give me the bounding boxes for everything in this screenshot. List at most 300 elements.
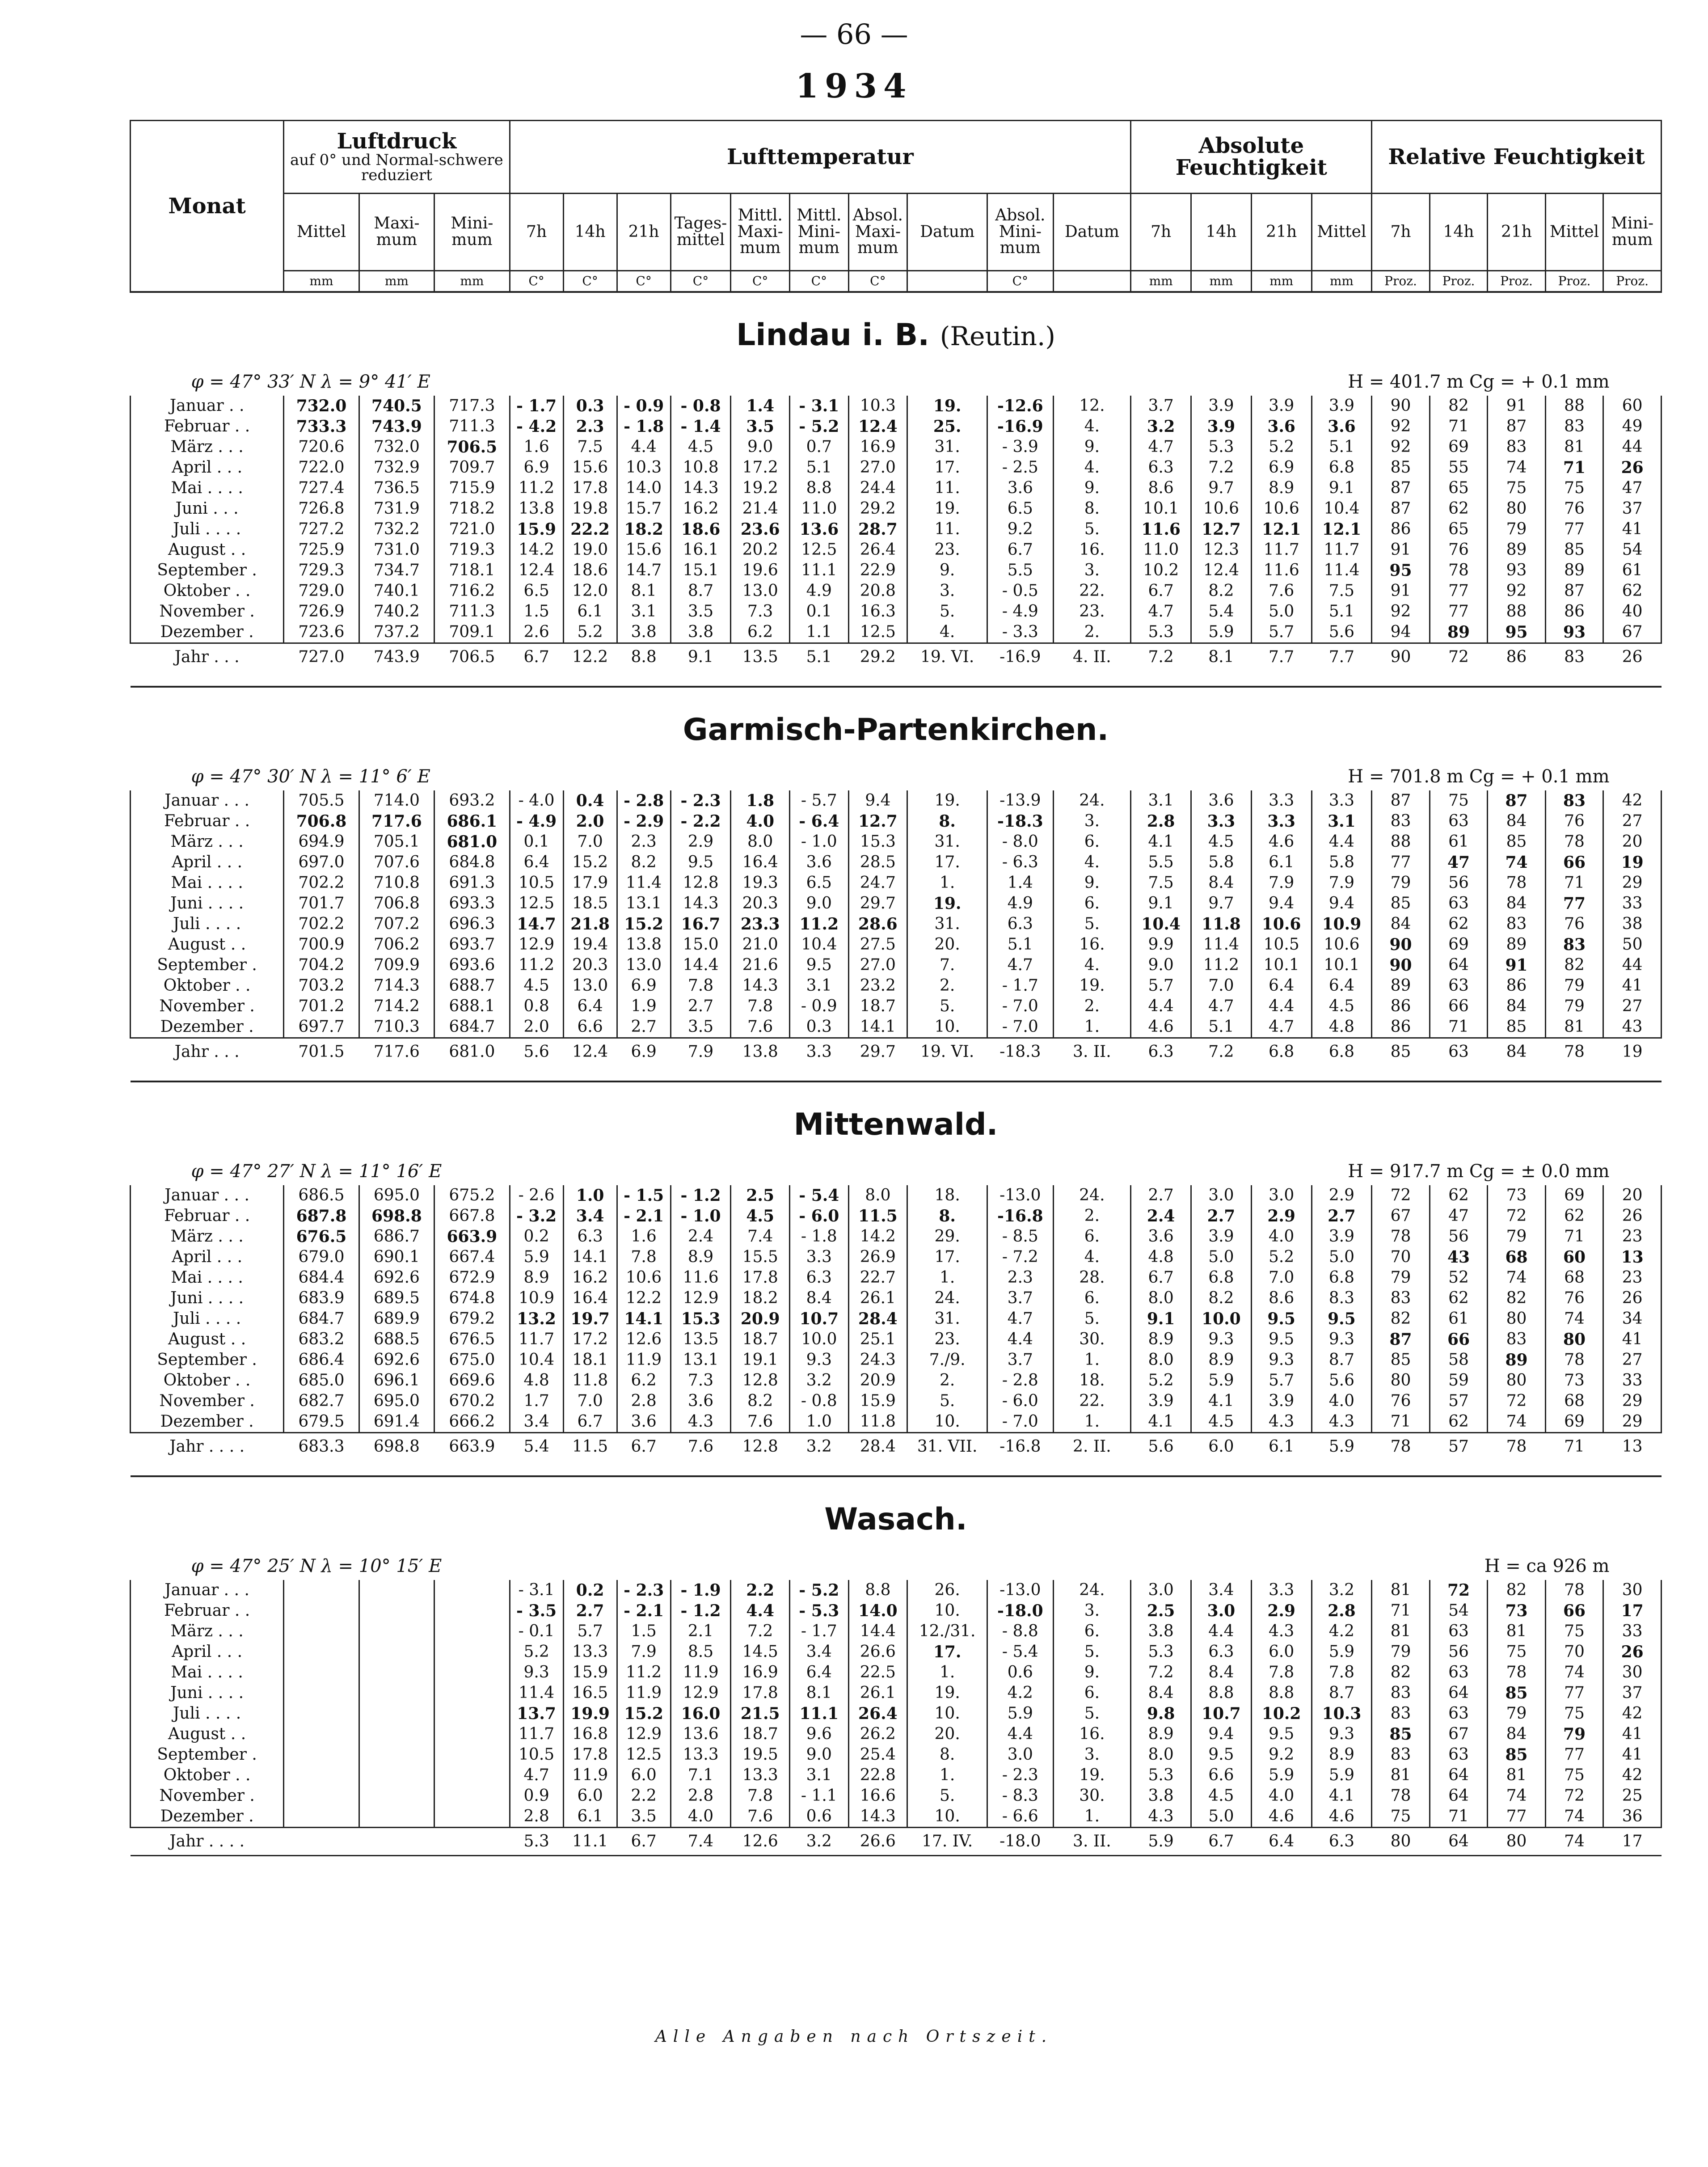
table-cell: 7.7 xyxy=(1251,643,1312,671)
table-cell: 693.7 xyxy=(434,934,510,955)
table-cell: - 0.8 xyxy=(789,1391,848,1411)
table-cell: 9. xyxy=(907,560,987,581)
table-cell: 56 xyxy=(1430,873,1487,893)
month-label: November . xyxy=(131,1786,284,1806)
table-cell: 21.8 xyxy=(563,914,617,934)
table-cell: 0.2 xyxy=(563,1580,617,1601)
table-cell: 50 xyxy=(1603,934,1662,955)
table-cell: 686.7 xyxy=(359,1226,434,1247)
station-name xyxy=(133,712,1659,748)
table-cell: 4. xyxy=(1053,852,1131,873)
table-cell: 719.3 xyxy=(434,540,510,560)
table-cell: 1. xyxy=(907,1662,987,1683)
month-label: Dezember . xyxy=(131,1017,284,1038)
table-cell: 5.3 xyxy=(1131,1765,1191,1786)
table-cell: 11.7 xyxy=(1251,540,1312,560)
table-cell: 11.4 xyxy=(617,873,671,893)
table-cell: 27 xyxy=(1603,996,1662,1017)
table-row xyxy=(131,790,1662,811)
table-cell: - 3.3 xyxy=(987,622,1053,643)
table-cell: 87 xyxy=(1545,581,1603,601)
table-cell: 22. xyxy=(1053,581,1131,601)
table-cell: 714.2 xyxy=(359,996,434,1017)
table-cell: 80 xyxy=(1545,1329,1603,1350)
table-cell: 29.7 xyxy=(848,1038,907,1066)
table-cell: 3.6 xyxy=(617,1411,671,1433)
table-cell: 743.9 xyxy=(359,416,434,437)
table-row xyxy=(131,1288,1662,1309)
table-cell: 10.0 xyxy=(1191,1309,1252,1329)
table-cell: - 0.9 xyxy=(789,996,848,1017)
table-cell: 3.6 xyxy=(789,852,848,873)
table-cell: 5. xyxy=(907,996,987,1017)
month-label: Juni . . . . xyxy=(131,1288,284,1309)
table-cell: 19. xyxy=(907,396,987,416)
table-cell: 27.5 xyxy=(848,934,907,955)
table-row xyxy=(131,540,1662,560)
table-cell: 4.8 xyxy=(1131,1247,1191,1267)
table-cell: 17. xyxy=(907,852,987,873)
table-cell: 13.5 xyxy=(731,643,790,671)
table-cell: 4.5 xyxy=(671,437,731,457)
header-abs-feucht xyxy=(1131,121,1372,194)
table-cell: 5.0 xyxy=(1312,1247,1372,1267)
table-cell: 17 xyxy=(1603,1828,1662,1856)
table-cell: 674.8 xyxy=(434,1288,510,1309)
table-cell: 83 xyxy=(1372,811,1430,832)
table-cell: 14.3 xyxy=(731,976,790,996)
table-cell: 683.3 xyxy=(284,1433,359,1461)
table-cell: 8.7 xyxy=(671,581,731,601)
table-cell: 5.9 xyxy=(1312,1765,1372,1786)
table-cell: 3. II. xyxy=(1053,1038,1131,1066)
table-cell: 2.7 xyxy=(1131,1185,1191,1206)
table-cell: 11.8 xyxy=(1191,914,1252,934)
table-cell: 6.7 xyxy=(1131,581,1191,601)
table-cell: 701.2 xyxy=(284,996,359,1017)
unit-header: Proz. xyxy=(1430,271,1487,292)
table-cell: 12.0 xyxy=(563,581,617,601)
table-cell: 37 xyxy=(1603,498,1662,519)
table-cell: 69 xyxy=(1545,1185,1603,1206)
table-cell: 3. II. xyxy=(1053,1828,1131,1856)
table-cell: 681.0 xyxy=(434,832,510,852)
table-cell: 3.5 xyxy=(671,1017,731,1038)
table-cell: 9.3 xyxy=(1251,1350,1312,1370)
table-cell: 9.5 xyxy=(671,852,731,873)
month-label: Juli . . . . xyxy=(131,519,284,540)
table-cell: 1. xyxy=(1053,1806,1131,1828)
table-cell: 8.0 xyxy=(731,832,790,852)
table-row xyxy=(131,1247,1662,1267)
table-row xyxy=(131,832,1662,852)
page-number: — 66 — xyxy=(800,18,908,51)
table-cell: 15.9 xyxy=(510,519,563,540)
table-cell: 14.3 xyxy=(848,1806,907,1828)
table-cell: 9.0 xyxy=(1131,955,1191,976)
table-cell: 62 xyxy=(1603,581,1662,601)
table-cell: 711.3 xyxy=(434,601,510,622)
table-cell: 6.4 xyxy=(789,1662,848,1683)
table-cell: -16.8 xyxy=(987,1206,1053,1226)
table-cell: 44 xyxy=(1603,955,1662,976)
table-cell: 19. xyxy=(1053,976,1131,996)
table-cell: 5.1 xyxy=(789,457,848,478)
table-cell: 7.2 xyxy=(1131,1662,1191,1683)
table-cell: 28.7 xyxy=(848,519,907,540)
month-label: April . . . xyxy=(131,457,284,478)
table-cell: 79 xyxy=(1545,976,1603,996)
table-cell xyxy=(359,1621,434,1642)
table-cell: 7.2 xyxy=(731,1621,790,1642)
table-cell: 34 xyxy=(1603,1309,1662,1329)
table-cell: 71 xyxy=(1430,416,1487,437)
table-cell: 41 xyxy=(1603,1329,1662,1350)
table-cell: 82 xyxy=(1372,1309,1430,1329)
table-cell: 8.2 xyxy=(731,1391,790,1411)
table-cell: 77 xyxy=(1372,852,1430,873)
table-cell: 16.4 xyxy=(563,1288,617,1309)
table-cell: 92 xyxy=(1372,601,1430,622)
table-cell: 5. xyxy=(907,601,987,622)
table-cell: 3.9 xyxy=(1251,1391,1312,1411)
table-cell: 70 xyxy=(1545,1642,1603,1662)
table-cell xyxy=(434,1580,510,1601)
table-cell: 54 xyxy=(1603,540,1662,560)
table-cell: - 2.1 xyxy=(617,1601,671,1621)
table-cell: 80 xyxy=(1372,1370,1430,1391)
table-cell xyxy=(434,1806,510,1828)
table-cell: 1.5 xyxy=(510,601,563,622)
table-cell: - 5.2 xyxy=(789,1580,848,1601)
table-cell: 5.1 xyxy=(987,934,1053,955)
table-cell: 5.9 xyxy=(1312,1642,1372,1662)
table-cell: 7.9 xyxy=(1312,873,1372,893)
table-cell: 6.3 xyxy=(789,1267,848,1288)
table-cell: 83 xyxy=(1372,1683,1430,1703)
table-cell: 740.2 xyxy=(359,601,434,622)
table-cell: 11.9 xyxy=(617,1350,671,1370)
table-cell: 4.1 xyxy=(1312,1786,1372,1806)
table-cell: 1.6 xyxy=(510,437,563,457)
table-cell: 16.2 xyxy=(671,498,731,519)
table-cell: - 1.9 xyxy=(671,1580,731,1601)
column-header: Maxi-mum xyxy=(359,194,434,271)
footer-note: Alle Angaben nach Ortszeit. xyxy=(655,2028,1053,2046)
table-cell: 15.2 xyxy=(617,914,671,934)
table-cell: 14.1 xyxy=(848,1017,907,1038)
table-cell: 62 xyxy=(1545,1206,1603,1226)
table-cell: 0.3 xyxy=(789,1017,848,1038)
table-cell: 10.3 xyxy=(848,396,907,416)
table-cell: 4.5 xyxy=(731,1206,790,1226)
header-luftdruck xyxy=(284,121,510,194)
table-cell: 33 xyxy=(1603,1370,1662,1391)
table-cell: 30. xyxy=(1053,1786,1131,1806)
table-cell: - 1.7 xyxy=(510,396,563,416)
table-cell: 10.6 xyxy=(617,1267,671,1288)
table-cell: 706.5 xyxy=(434,437,510,457)
month-label: Februar . . xyxy=(131,811,284,832)
table-cell: 10.1 xyxy=(1251,955,1312,976)
table-cell: 5.7 xyxy=(1251,622,1312,643)
table-cell: 6.6 xyxy=(1191,1765,1252,1786)
table-cell: 9.8 xyxy=(1131,1703,1191,1724)
table-cell: 63 xyxy=(1430,1745,1487,1765)
table-cell: 82 xyxy=(1488,1580,1545,1601)
table-cell: 24.4 xyxy=(848,478,907,498)
table-cell: 10.7 xyxy=(789,1309,848,1329)
table-cell: 1.5 xyxy=(617,1621,671,1642)
table-cell: 68 xyxy=(1545,1267,1603,1288)
table-cell: 9.3 xyxy=(510,1662,563,1683)
table-cell: - 2.8 xyxy=(987,1370,1053,1391)
table-cell xyxy=(359,1786,434,1806)
table-cell: 694.9 xyxy=(284,832,359,852)
table-cell: 7.8 xyxy=(617,1247,671,1267)
table-row xyxy=(131,1329,1662,1350)
table-cell: 15.7 xyxy=(617,498,671,519)
table-cell: -16.8 xyxy=(987,1433,1053,1461)
table-cell: 26 xyxy=(1603,643,1662,671)
table-cell: 9.3 xyxy=(789,1350,848,1370)
table-cell: 74 xyxy=(1488,1411,1545,1433)
table-cell: 87 xyxy=(1372,478,1430,498)
table-cell: 3.4 xyxy=(510,1411,563,1433)
table-cell: - 6.6 xyxy=(987,1806,1053,1828)
table-cell: 75 xyxy=(1545,478,1603,498)
table-cell: - 1.0 xyxy=(789,832,848,852)
table-cell xyxy=(359,1828,434,1856)
station-header xyxy=(131,1476,1662,1580)
table-cell: 30. xyxy=(1053,1329,1131,1350)
table-cell: 6.3 xyxy=(1131,457,1191,478)
table-cell: 679.5 xyxy=(284,1411,359,1433)
table-cell: 19.6 xyxy=(731,560,790,581)
header-rel-feucht-label: Relative Feuchtigkeit xyxy=(1388,144,1645,169)
table-row xyxy=(131,1309,1662,1329)
table-cell: 10.4 xyxy=(510,1350,563,1370)
table-cell: 11.6 xyxy=(1131,519,1191,540)
table-cell: 718.2 xyxy=(434,498,510,519)
table-cell: 8.0 xyxy=(1131,1745,1191,1765)
table-cell: 732.0 xyxy=(359,437,434,457)
table-cell: 6.0 xyxy=(617,1765,671,1786)
table-cell: 714.0 xyxy=(359,790,434,811)
table-cell: 83 xyxy=(1488,1329,1545,1350)
table-cell: 663.9 xyxy=(434,1226,510,1247)
table-cell: 725.9 xyxy=(284,540,359,560)
table-cell: 15.1 xyxy=(671,560,731,581)
table-cell: 7.6 xyxy=(1251,581,1312,601)
table-cell: 8.0 xyxy=(1131,1350,1191,1370)
table-cell: 10.6 xyxy=(1251,498,1312,519)
month-label: Juli . . . . xyxy=(131,1703,284,1724)
table-cell: 3.9 xyxy=(1191,1226,1252,1247)
table-cell: 690.1 xyxy=(359,1247,434,1267)
table-cell: 20. xyxy=(907,1724,987,1745)
table-cell: 3.4 xyxy=(789,1642,848,1662)
table-cell: 72 xyxy=(1430,1580,1487,1601)
table-cell: 2.3 xyxy=(617,832,671,852)
table-cell: 683.9 xyxy=(284,1288,359,1309)
table-cell: 5.6 xyxy=(510,1038,563,1066)
table-cell: 22. xyxy=(1053,1391,1131,1411)
year-label: Jahr . . . . xyxy=(131,1828,284,1856)
table-cell xyxy=(284,1765,359,1786)
table-cell: 17.9 xyxy=(563,873,617,893)
table-cell: 92 xyxy=(1372,416,1430,437)
table-cell: 5.9 xyxy=(1312,1433,1372,1461)
table-cell: 62 xyxy=(1430,914,1487,934)
year-label: Jahr . . . xyxy=(131,643,284,671)
table-cell: 78 xyxy=(1430,560,1487,581)
table-cell: 80 xyxy=(1372,1828,1430,1856)
table-cell: 81 xyxy=(1545,1017,1603,1038)
table-cell: 5.3 xyxy=(1191,437,1252,457)
table-cell: 31. VII. xyxy=(907,1433,987,1461)
table-cell: 81 xyxy=(1372,1621,1430,1642)
table-cell: 31. xyxy=(907,832,987,852)
table-cell: 4.2 xyxy=(1312,1621,1372,1642)
column-header: 21h xyxy=(1251,194,1312,271)
table-cell: 676.5 xyxy=(434,1329,510,1350)
table-cell: 90 xyxy=(1372,396,1430,416)
table-cell: 14.0 xyxy=(848,1601,907,1621)
table-cell: 89 xyxy=(1488,1350,1545,1370)
table-cell: 80 xyxy=(1488,1309,1545,1329)
table-row xyxy=(131,560,1662,581)
table-cell: - 5.3 xyxy=(789,1601,848,1621)
table-cell: 73 xyxy=(1488,1185,1545,1206)
table-cell: 72 xyxy=(1488,1206,1545,1226)
table-cell: 71 xyxy=(1430,1806,1487,1828)
table-cell: 6.9 xyxy=(1251,457,1312,478)
table-cell: 717.6 xyxy=(359,1038,434,1066)
table-cell: 63 xyxy=(1430,976,1487,996)
table-cell: 24. xyxy=(1053,790,1131,811)
table-cell: 88 xyxy=(1545,396,1603,416)
table-cell: 13.0 xyxy=(617,955,671,976)
table-cell: 0.1 xyxy=(789,601,848,622)
table-cell xyxy=(284,1621,359,1642)
station-gap xyxy=(131,1460,1662,1476)
table-cell: 4. xyxy=(907,622,987,643)
table-cell: 692.6 xyxy=(359,1267,434,1288)
table-cell: -13.0 xyxy=(987,1185,1053,1206)
table-cell: 13.0 xyxy=(563,976,617,996)
table-cell: 14.7 xyxy=(510,914,563,934)
table-cell: 28.6 xyxy=(848,914,907,934)
table-cell: 6. xyxy=(1053,832,1131,852)
table-cell: 1.0 xyxy=(789,1411,848,1433)
table-cell: 1.9 xyxy=(617,996,671,1017)
table-cell: 5. xyxy=(1053,1642,1131,1662)
table-cell: 26 xyxy=(1603,1642,1662,1662)
table-cell: 66 xyxy=(1430,996,1487,1017)
table-cell: 8.4 xyxy=(1191,1662,1252,1683)
column-header: 21h xyxy=(617,194,671,271)
table-row xyxy=(131,852,1662,873)
table-cell: 9.7 xyxy=(1191,893,1252,914)
table-cell: 8.0 xyxy=(848,1185,907,1206)
table-cell: 62 xyxy=(1430,498,1487,519)
table-cell: 86 xyxy=(1372,996,1430,1017)
table-cell: 71 xyxy=(1545,873,1603,893)
table-cell: 16.4 xyxy=(731,852,790,873)
table-cell: 83 xyxy=(1545,790,1603,811)
table-cell: 9.4 xyxy=(1312,893,1372,914)
table-cell: 0.4 xyxy=(563,790,617,811)
table-cell: 16.2 xyxy=(563,1267,617,1288)
table-cell: 3.8 xyxy=(1131,1621,1191,1642)
table-cell: 84 xyxy=(1488,893,1545,914)
table-cell: 1.1 xyxy=(789,622,848,643)
table-cell: 3.3 xyxy=(1251,811,1312,832)
table-cell: 19. xyxy=(907,498,987,519)
month-label: Januar . . xyxy=(131,396,284,416)
table-cell: 2.4 xyxy=(671,1226,731,1247)
table-cell: 684.7 xyxy=(434,1017,510,1038)
table-cell: 698.8 xyxy=(359,1433,434,1461)
table-cell: 63 xyxy=(1430,893,1487,914)
table-cell: 6.7 xyxy=(1131,1267,1191,1288)
table-cell: 27 xyxy=(1603,1350,1662,1370)
table-cell: 10.2 xyxy=(1131,560,1191,581)
table-cell: 11.6 xyxy=(1251,560,1312,581)
table-cell: 718.1 xyxy=(434,560,510,581)
table-cell: 3.6 xyxy=(1312,416,1372,437)
table-cell xyxy=(434,1786,510,1806)
table-cell: 687.8 xyxy=(284,1206,359,1226)
table-cell: 19.4 xyxy=(563,934,617,955)
table-cell: 14.3 xyxy=(671,893,731,914)
table-cell: 3.1 xyxy=(789,976,848,996)
table-cell: 41 xyxy=(1603,1724,1662,1745)
table-cell: 5.7 xyxy=(1251,1370,1312,1391)
table-cell: 71 xyxy=(1372,1411,1430,1433)
table-cell: 64 xyxy=(1430,1786,1487,1806)
table-row xyxy=(131,1642,1662,1662)
table-cell xyxy=(284,1580,359,1601)
table-cell: 6.3 xyxy=(987,914,1053,934)
table-cell: 19.8 xyxy=(563,498,617,519)
table-cell: 85 xyxy=(1372,457,1430,478)
table-cell: 10.5 xyxy=(1251,934,1312,955)
table-cell: 10.4 xyxy=(789,934,848,955)
table-cell: 71 xyxy=(1545,1226,1603,1247)
table-cell: 9.1 xyxy=(1131,1309,1191,1329)
table-cell: 4.1 xyxy=(1191,1391,1252,1411)
table-row xyxy=(131,1350,1662,1370)
table-row xyxy=(131,873,1662,893)
table-row xyxy=(131,1724,1662,1745)
table-cell: 714.3 xyxy=(359,976,434,996)
table-cell: 61 xyxy=(1603,560,1662,581)
table-cell: 6.4 xyxy=(563,996,617,1017)
table-cell: 10. xyxy=(907,1411,987,1433)
table-cell: 8.2 xyxy=(1191,581,1252,601)
table-row xyxy=(131,1621,1662,1642)
table-cell: 698.8 xyxy=(359,1206,434,1226)
table-cell: 2.6 xyxy=(510,622,563,643)
unit-header: Proz. xyxy=(1488,271,1545,292)
table-cell: 67 xyxy=(1372,1206,1430,1226)
table-cell: 6.2 xyxy=(731,622,790,643)
table-cell: 4.7 xyxy=(510,1765,563,1786)
table-cell: 23.2 xyxy=(848,976,907,996)
table-cell: 686.5 xyxy=(284,1185,359,1206)
